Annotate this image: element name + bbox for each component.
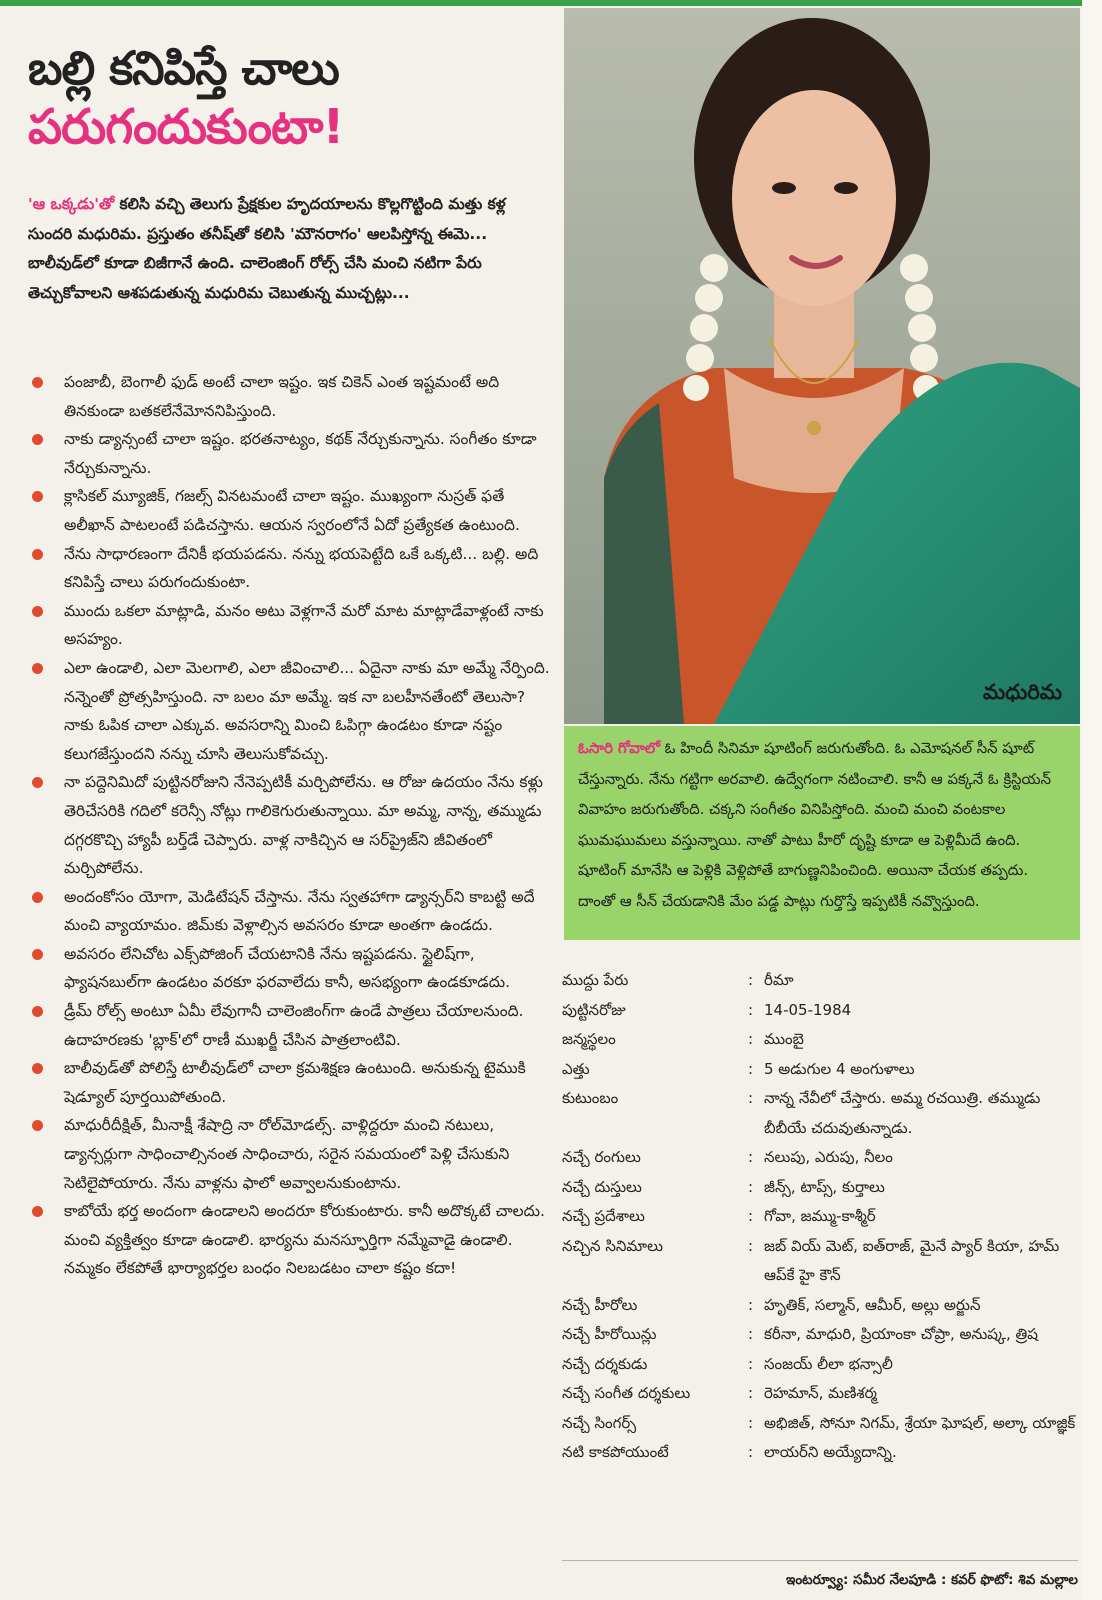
anecdote-highlight: ఓసారి గోవాలో (578, 740, 660, 757)
profile-value: నలుపు, ఎరుపు, నీలం (764, 1148, 893, 1166)
bullet-dot-icon (32, 434, 43, 445)
bullet-item (28, 1197, 550, 1283)
profile-row (562, 1291, 1082, 1321)
colon: : (748, 1089, 754, 1107)
bullet-dot-icon (32, 777, 43, 788)
profile-value: నాన్న నేవీలో చేస్తారు. అమ్మ రచయిత్రి. తమ్ముడు బీబీయే చదువుతున్నాడు. (764, 1089, 1041, 1137)
portrait-photo (564, 8, 1080, 724)
colon: : (748, 1030, 754, 1048)
bullet-item (28, 940, 550, 997)
colon: : (748, 971, 754, 989)
bullet-text: కాబోయే భర్త అందంగా ఉండాలని అందరూ కోరుకుంటారు. కానీ అదొక్కటే చాలదు. మంచి వ్యక్తిత్వం కూడా ఉండాలి. భార్యను మనస్ఫూర్తిగా నమ్మేవాడై ఉండాలి. నమ్మకం లేకపోతే భార్యాభర్తల బంధం నిలబడటం చాలా కష్టం కదా! (64, 1202, 545, 1278)
bullet-text: నాకు డ్యాన్సంటే చాలా ఇష్టం. భరతనాట్యం, కథక్ నేర్చుకున్నాను. సంగీతం కూడా నేర్చుకున్నాను. (64, 430, 537, 477)
profile-value: గోవా, జమ్ము-కాశ్మీర్ (764, 1207, 876, 1225)
bullet-text: మాధురీదీక్షిత్, మీనాక్షీ శేషాద్రి నా రోల్‌మోడల్స్. వాళ్లిద్దరూ మంచి నటులు, డ్యాన్సర్లుగా సాధించాల్సినంత సాధించారు, సరైన సమయంలో పెళ్లి చేసుకుని సెటిలైపోయారు. నేను వాళ్లను ఫాలో అవ్వాలనుకుంటాను. (64, 1116, 510, 1192)
profile-row (562, 1409, 1082, 1439)
bullet-list (28, 368, 550, 1283)
colon: : (748, 1354, 754, 1373)
profile-label: నటి కాకపోయుంటే (562, 1443, 669, 1461)
bullet-item (28, 1111, 550, 1197)
profile-row (562, 1084, 1082, 1143)
bullet-dot-icon (32, 949, 43, 960)
profile-label: ఎత్తు (562, 1059, 590, 1078)
bullet-dot-icon (32, 377, 43, 388)
intro-highlight: 'ఆ ఒక్కడు'తో (28, 195, 115, 213)
profile-value: కరీనా, మాధురి, ప్రియాంకా చోప్రా, అనుష్క, త్రిష (764, 1325, 1038, 1343)
profile-row (562, 1202, 1082, 1232)
colon: : (748, 1443, 754, 1461)
profile-row (562, 1143, 1082, 1173)
bullet-text: నేను సాధారణంగా దేనికీ భయపడను. నన్ను భయపెట్టేది ఒకే ఒక్కటి... బల్లి. అది కనిపిస్తే చాలు పరుగందుకుంటా. (64, 544, 539, 592)
profile-row (562, 1025, 1082, 1055)
profile-value: రీమా (764, 971, 794, 989)
colon: : (748, 1384, 754, 1402)
profile-table (562, 966, 1082, 1468)
bullet-item (28, 997, 550, 1054)
photo-caption: మధురిమ (983, 680, 1062, 704)
bullet-dot-icon (32, 1063, 43, 1074)
profile-value: హృతిక్, సల్మాన్, ఆమీర్, అల్లు అర్జున్ (764, 1295, 981, 1314)
profile-value: సంజయ్ లీలా భన్సాలీ (764, 1354, 893, 1373)
bullet-dot-icon (32, 491, 43, 502)
anecdote-text: ఓ హిందీ సినిమా షూటింగ్ జరుగుతోంది. ఓ ఎమోషనల్ సీన్ షూట్ చేస్తున్నారు. నేను గట్టిగా అరవాలి. ఉద్వేగంగా నటించాలి. కానీ ఆ పక్కనే ఓ క్రిస్టియన్ వివాహం జరుగుతోంది. చక్కని సంగీతం వినిపిస్తోంది. మంచి మంచి వంటకాల ఘుమఘుమలు వస్తున్నాయి. నాతో పాటు హీరో దృష్టి కూడా ఆ పెళ్లిమీదే ఉంది. షూటింగ్ మానేసి ఆ పెళ్లికి వెళ్లిపోతే బాగుణ్ణనిపించింది. అయినా చేయక తప్పదు. దాంతో ఆ సీన్ చేయడానికి మేం పడ్డ పాట్లు గుర్తొస్తే ఇప్పటికీ నవ్వొస్తుంది. (578, 740, 1051, 910)
headline-line-1: బల్లి కనిపిస్తే చాలు (28, 41, 339, 95)
profile-label: ముద్దు పేరు (562, 971, 629, 989)
profile-row (562, 1055, 1082, 1085)
bullet-text: అవసరం లేనిచోట ఎక్స్‌పోజింగ్ చేయటానికి నేను ఇష్టపడను. స్టైలిష్‌గా, ఫ్యాషనబుల్‌గా ఉండటం వరకూ ఫరవాలేదు కానీ, అసభ్యంగా ఉండకూడదు. (64, 944, 510, 992)
bullet-item (28, 540, 550, 597)
bullet-dot-icon (32, 1006, 43, 1017)
profile-label: నచ్చిన సినిమాలు (562, 1236, 663, 1255)
profile-value: అభిజిత్, సోనూ నిగమ్, శ్రేయా ఘోషల్, అల్కా యాజ్ఞిక్ (764, 1413, 1076, 1432)
profile-row (562, 1350, 1082, 1380)
profile-label: కుటుంబం (562, 1089, 619, 1107)
profile-row (562, 1320, 1082, 1350)
profile-label: నచ్చే ప్రదేశాలు (562, 1207, 645, 1225)
bullet-dot-icon (32, 892, 43, 903)
bullet-text: పంజాబీ, బెంగాలీ ఫుడ్ అంటే చాలా ఇష్టం. ఇక చికెన్ ఎంత ఇష్టమంటే అది తినకుండా బతకలేనేమోననిపిస్తుంది. (64, 373, 500, 420)
colon: : (748, 1177, 754, 1196)
bullet-text: ముందు ఒకలా మాట్లాడి, మనం అటు వెళ్లగానే మరో మాట మాట్లాడేవాళ్లంటే నాకు అసహ్యం. (64, 601, 544, 649)
profile-row (562, 1173, 1082, 1203)
profile-label: నచ్చే హీరోలు (562, 1295, 638, 1314)
bullet-text: బాలీవుడ్‌తో పోలిస్తే టాలీవుడ్‌లో చాలా క్రమశిక్షణ ఉంటుంది. అనుకున్న టైముకి షెడ్యూల్ పూర్తయిపోతుంది. (64, 1059, 526, 1106)
headline (28, 40, 568, 158)
colon: : (748, 1207, 754, 1225)
profile-value: జీన్స్, టాప్స్, కుర్తాలు (764, 1177, 885, 1196)
bullet-item (28, 482, 550, 539)
credit-divider (562, 1560, 1078, 1561)
bullet-text: ఎలా ఉండాలి, ఎలా మెలగాలి, ఎలా జీవించాలి... ఏదైనా నాకు మా అమ్మే నేర్పింది. నన్నెంతో ప్రోత్సహిస్తుంది. నా బలం మా అమ్మే. ఇక నా బలహీనతేంటో తెలుసా? నాకు ఓపిక చాలా ఎక్కువ. అవసరాన్ని మించి ఓపిగ్గా ఉండటం కూడా నష్టం కలుగజేస్తుందని నన్ను చూసి తెలుసుకోవచ్చు. (64, 658, 550, 763)
profile-label: నచ్చే రంగులు (562, 1148, 641, 1166)
bullet-text: అందంకోసం యోగా, మెడిటేషన్ చేస్తాను. నేను స్వతహాగా డ్యాన్సర్‌ని కాబట్టి అదే మంచి వ్యాయామం. జిమ్‌కు వెళ్లాల్సిన అవసరం కూడా అంతగా ఉండదు. (64, 887, 535, 935)
profile-row (562, 996, 1082, 1026)
profile-row (562, 1232, 1082, 1291)
bullet-text: డ్రీమ్ రోల్స్ అంటూ ఏమీ లేవుగానీ చాలెంజింగ్‌గా ఉండే పాత్రలు చేయాలనుంది. ఉదాహరణకు 'బ్లాక్'లో రాణీ ముఖర్జీ చేసిన పాత్రలాంటివి. (64, 1002, 524, 1049)
colon: : (748, 1148, 754, 1166)
bullet-dot-icon (32, 1120, 43, 1131)
profile-row (562, 966, 1082, 996)
colon: : (748, 1295, 754, 1314)
bullet-item (28, 654, 550, 768)
bullet-dot-icon (32, 606, 43, 617)
profile-row (562, 1379, 1082, 1409)
profile-value: జబ్ వియ్ మెట్, ఐత్‌రాజ్, మైనే ప్యార్ కియా, హమ్ ఆప్‌కే హై కౌన్ (764, 1236, 1060, 1284)
profile-label: నచ్చే సంగీత దర్శకులు (562, 1384, 691, 1402)
portrait-illustration (564, 8, 1080, 724)
profile-label: నచ్చే సింగర్స్ (562, 1413, 637, 1432)
bullet-dot-icon (32, 549, 43, 560)
bullet-text: క్లాసికల్ మ్యూజిక్, గజల్స్ వినటమంటే చాలా ఇష్టం. ముఖ్యంగా నుస్రత్ ఫతే అలీఖాన్ పాటలంటే పడిచస్తాను. ఆయన స్వరంలోనే ఏదో ప్రత్యేకత ఉంటుంది. (64, 487, 520, 534)
intro-paragraph (28, 190, 550, 308)
profile-value: 14-05-1984 (764, 1000, 852, 1019)
bullet-item (28, 368, 550, 425)
profile-value: రెహమాన్, మణిశర్మ (764, 1384, 877, 1402)
colon: : (748, 1325, 754, 1343)
profile-label: పుట్టినరోజు (562, 1000, 626, 1019)
byline-credit: ఇంటర్వ్యూ: సమీర నేలపూడి : కవర్ ఫొటో: శివ మల్లాల (786, 1572, 1078, 1588)
top-color-bar (0, 0, 1102, 6)
bullet-item (28, 1054, 550, 1111)
bullet-dot-icon (32, 663, 43, 674)
colon: : (748, 1059, 754, 1078)
profile-row (562, 1438, 1082, 1468)
bullet-text: నా పద్దెనిమిదో పుట్టినరోజుని నేనెప్పటికీ మర్చిపోలేను. ఆ రోజు ఉదయం నేను కళ్లు తెరిచేసరికి గదిలో కరెన్సీ నోట్లు గాలికెగురుతున్నాయి. మా అమ్మ, నాన్న, తమ్ముడు దగ్గరకొచ్చి హ్యాపీ బర్త్‌డే చెప్పారు. వాళ్ల నాకిచ్చిన ఆ సర్‌ప్రైజ్‌ని జీవితంలో మర్చిపోలేను. (64, 773, 543, 878)
profile-label: నచ్చే హీరోయిన్లు (562, 1325, 657, 1343)
headline-line-2: పరుగందుకుంటా! (28, 99, 344, 155)
profile-value: ముంబై (764, 1030, 804, 1048)
bullet-item (28, 425, 550, 482)
profile-label: నచ్చే దుస్తులు (562, 1177, 642, 1196)
profile-value: 5 అడుగుల 4 అంగుళాలు (764, 1059, 915, 1078)
bullet-item (28, 597, 550, 654)
profile-value: లాయర్‌ని అయ్యేదాన్ని. (764, 1443, 897, 1461)
intro-text: కలిసి వచ్చి తెలుగు ప్రేక్షకుల హృదయాలను కొల్లగొట్టింది మత్తు కళ్ల సుందరి మధురిమ. ప్రస్తుతం తనీష్‌తో కలిసి 'మౌనరాగం' ఆలపిస్తోన్న ఈమె... బాలీవుడ్‌లో కూడా బిజీగానే ఉంది. చాలెంజింగ్ రోల్స్ చేసి మంచి నటిగా పేరు తెచ్చుకోవాలని ఆశపడుతున్న మధురిమ చెబుతున్న ముచ్చట్లు... (28, 195, 506, 302)
bullet-item (28, 883, 550, 940)
bullet-item (28, 768, 550, 882)
page-margin (1082, 0, 1102, 1600)
colon: : (748, 1413, 754, 1432)
profile-label: నచ్చే దర్శకుడు (562, 1354, 648, 1373)
profile-label: జన్మస్థలం (562, 1030, 616, 1048)
bullet-dot-icon (32, 1206, 43, 1217)
anecdote-box (564, 726, 1080, 940)
colon: : (748, 1236, 754, 1255)
colon: : (748, 1000, 754, 1019)
